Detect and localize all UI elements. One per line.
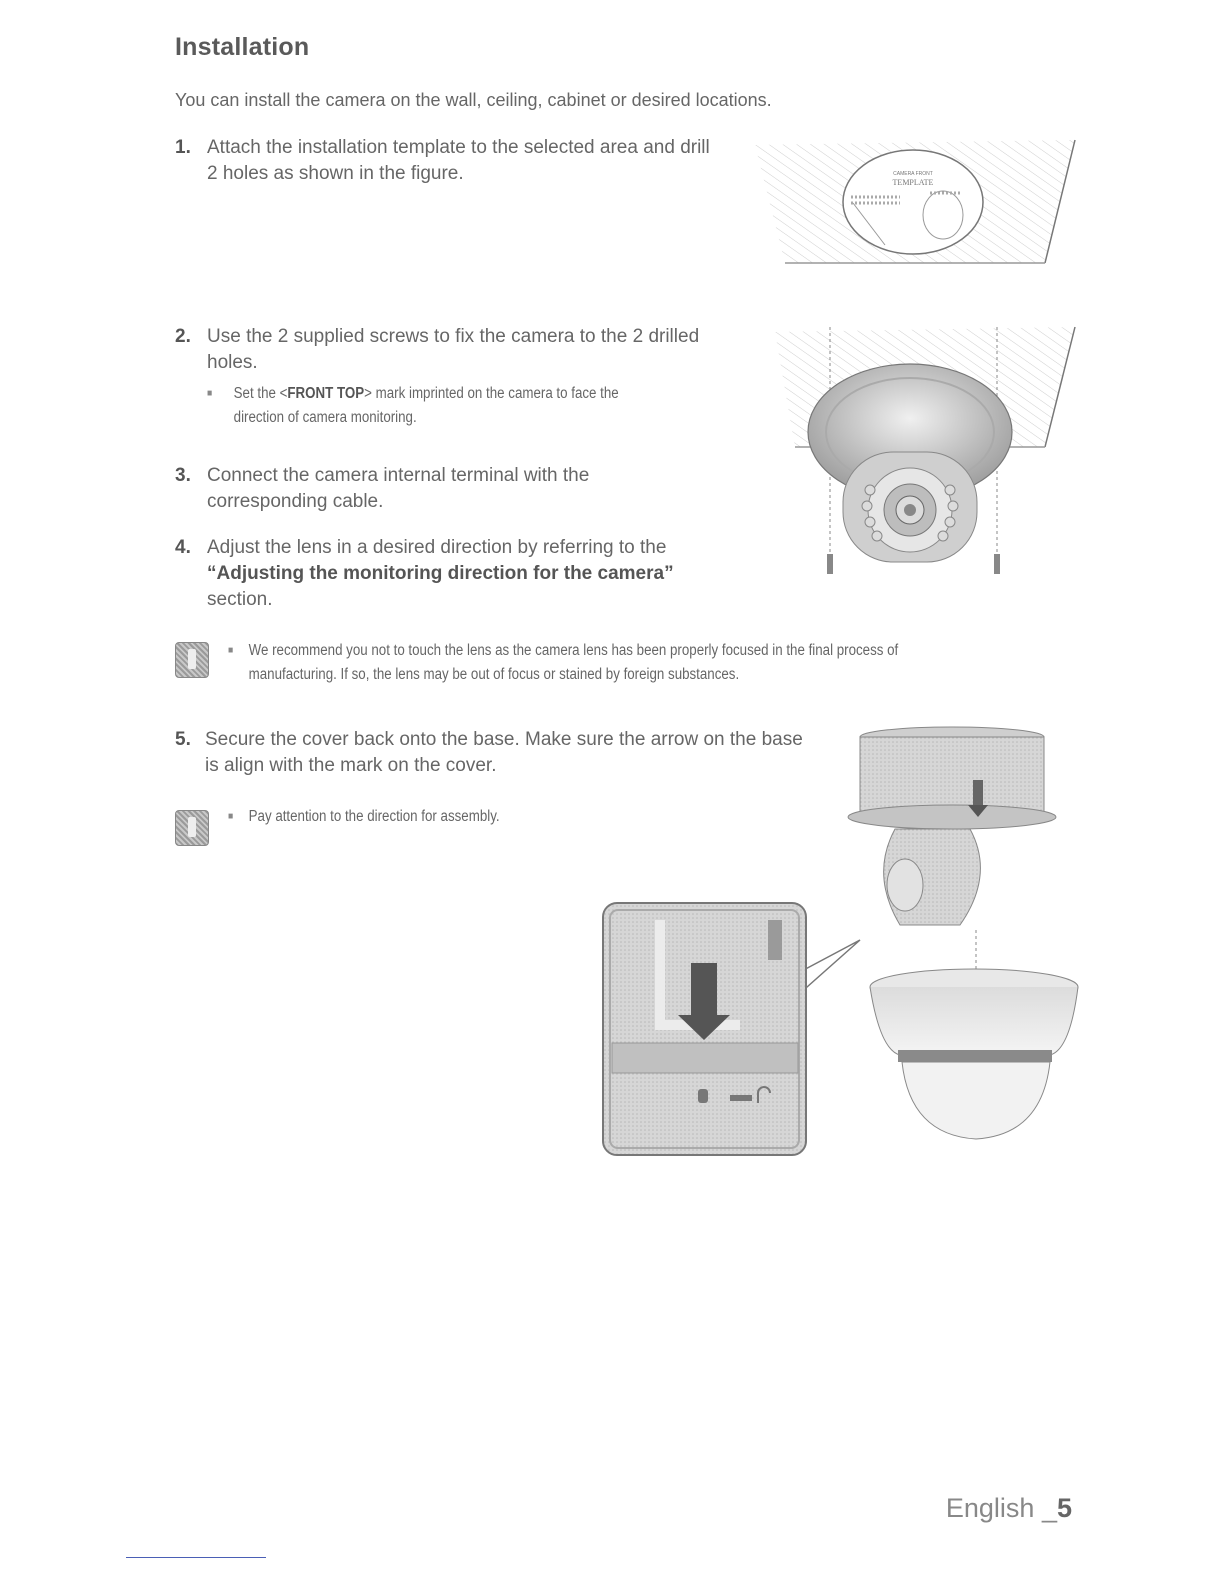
footer-language: English (945, 1493, 1035, 1523)
step-text-line: Connect the camera internal terminal with the (207, 465, 590, 486)
step-4 (175, 535, 775, 617)
bottom-rule (126, 1557, 266, 1558)
step-text-line: corresponding cable. (207, 491, 384, 512)
note-line: manufacturing. If so, the lens may be out of focus or stained by foreign substances. (248, 666, 740, 683)
page-title: Installation (175, 33, 310, 61)
step-text-line: Adjust the lens in a desired direction by referring to the (207, 537, 667, 558)
step-2-subnote (207, 382, 740, 430)
step-text-line: is align with the mark on the cover. (205, 755, 497, 776)
bullet-icon: ■ (228, 811, 234, 822)
step-text-line: 2 holes as shown in the figure. (207, 163, 464, 184)
bullet-icon: ■ (228, 645, 234, 656)
figure-cover-assembly (600, 725, 1090, 1160)
step-number: 3. (175, 465, 191, 486)
step-text-line: holes. (207, 352, 258, 373)
figure-camera-mounted (775, 322, 1080, 584)
note-line: We recommend you not to touch the lens as the camera lens has been properly focused in the final process of (248, 642, 899, 659)
note-icon (175, 810, 209, 846)
template-label: CAMERA FRONT (893, 171, 933, 177)
template-label: TEMPLATE (892, 178, 934, 187)
subnote-line: direction of camera monitoring. (233, 409, 417, 426)
note-1 (228, 639, 1045, 687)
step-3 (175, 463, 755, 519)
subnote-line: Set the <FRONT TOP> mark imprinted on the camera to face the (233, 385, 619, 402)
note-line: Pay attention to the direction for assembly. (248, 808, 500, 825)
page-footer (946, 1493, 1072, 1524)
footer-separator: _ (1041, 1493, 1057, 1523)
figure-template-ceiling (755, 135, 1080, 270)
page-number: 5 (1056, 1493, 1072, 1523)
step-2 (175, 324, 755, 380)
step-text-line: Attach the installation template to the selected area and drill (207, 137, 710, 158)
step-text-line: “Adjusting the monitoring direction for the camera” (207, 563, 674, 584)
step-number: 5. (175, 729, 191, 750)
step-text-line: Secure the cover back onto the base. Make sure the arrow on the base (205, 729, 803, 750)
step-text-line: section. (207, 589, 273, 610)
step-text-line: Use the 2 supplied screws to fix the camera to the 2 drilled (207, 326, 700, 347)
note-2 (228, 805, 658, 829)
bullet-icon: ■ (207, 388, 213, 399)
step-number: 4. (175, 537, 191, 558)
step-number: 1. (175, 137, 191, 158)
note-icon (175, 642, 209, 678)
step-1 (175, 135, 755, 191)
step-number: 2. (175, 326, 191, 347)
intro-text: You can install the camera on the wall, ceiling, cabinet or desired locations. (175, 90, 772, 110)
